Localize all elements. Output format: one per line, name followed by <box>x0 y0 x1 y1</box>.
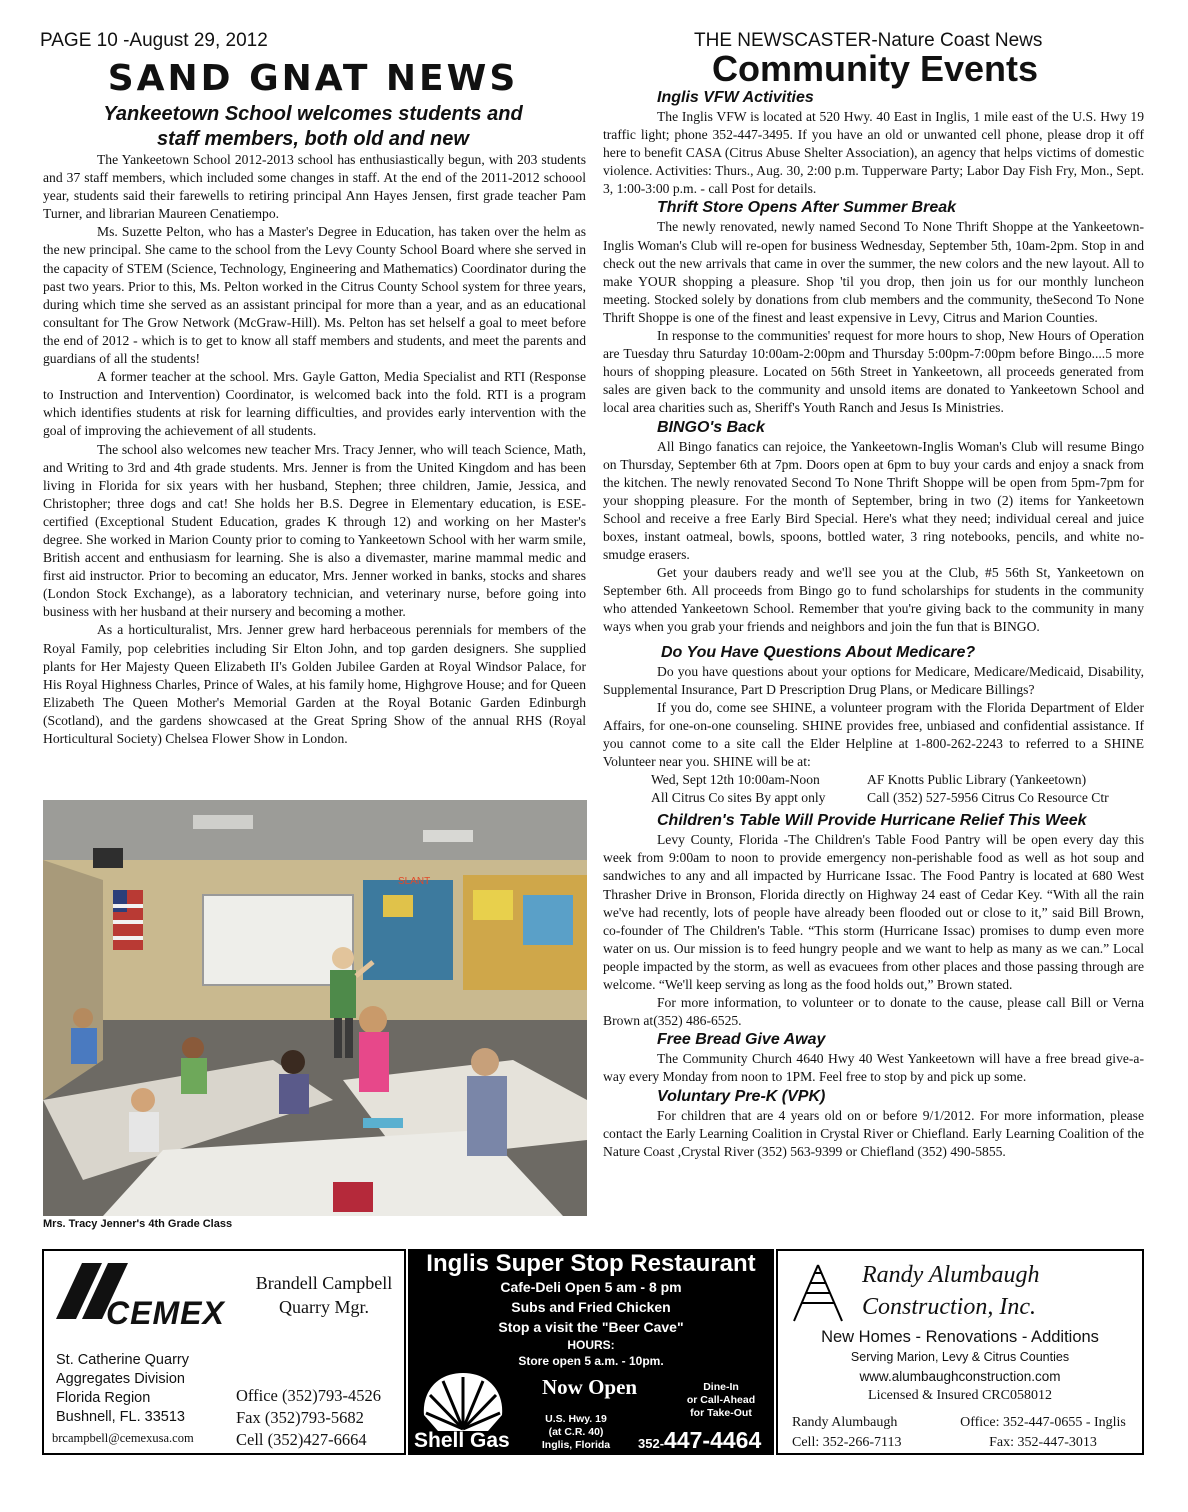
now-open-label: Now Open <box>542 1375 638 1399</box>
article-paragraph: A former teacher at the school. Mrs. Gayle Gatton, Media Specialist and RTI (Response to Instruction and Intervention) Coordinator, is welcomed back into the fold. RTI is a program which identifies students at risk for learning difficulties, and provides early intervention with the goal of improving the achievement of all students. <box>43 369 586 439</box>
inglis-title: Inglis Super Stop Restaurant <box>426 1250 756 1277</box>
inglis-hours: Store open 5 a.m. - 10pm. <box>518 1354 664 1368</box>
alumbaugh-name-line: Construction, Inc. <box>862 1294 1036 1320</box>
cemex-office: Office (352)793-4526 <box>236 1386 381 1405</box>
inglis-phone-number: 447-4464 <box>664 1427 762 1453</box>
medicare-heading: Do You Have Questions About Medicare? <box>661 643 976 661</box>
medicare-paragraph: If you do, come see SHINE, a volunteer program with the Florida Department of Elder Affairs, for one-on-one counseling. SHINE provides free, unbiased and confidential assistance. If you cannot come to a site call the Elder Helpline at 1-800-262-2243 to referred to a SHINE Volunteer near you. SHINE will be at: <box>603 699 1144 769</box>
schedule-row <box>603 789 1144 807</box>
classroom-photo-drawing <box>43 800 587 1216</box>
cemex-email: brcampbell@cemexusa.com <box>52 1431 194 1445</box>
photo-caption: Mrs. Tracy Jenner's 4th Grade Class <box>43 1218 233 1230</box>
thrift-heading: Thrift Store Opens After Summer Break <box>657 199 957 217</box>
vpk-paragraph: For children that are 4 years old on or before 9/1/2012. For more information, please contact the Early Learning Coalition in Crystal River or Chiefland. Early Learning Coalition of the Nature Coast ,Crystal River (352) 563-9399 or Chiefland (352) 490-5855. <box>603 1107 1144 1159</box>
schedule-where: Call (352) 527-5956 Citrus Co Resource Ctr <box>867 790 1109 806</box>
dine-line: or Call-Ahead <box>686 1394 756 1406</box>
article-body <box>43 151 586 748</box>
letter-a-logo-icon <box>790 1263 846 1323</box>
cemex-address-line: Bushnell, FL. 33513 <box>56 1409 185 1425</box>
cemex-address <box>56 1351 189 1427</box>
inglis-line: Subs and Fried Chicken <box>511 1299 671 1315</box>
vfw-paragraph: The Inglis VFW is located at 520 Hwy. 40 East in Inglis, 1 mile east of the U.S. Hwy 19 traffic light; phone 352-447-3495. If you have an old or unwanted cell phone, please drop it off here to benefit CASA (Citrus Abuse Shelter Association), an agency that helps victims of domestic violence. Activities: Thurs., Aug. 30, 2:00 p.m. Tupperware Party; Labor Day Fish Fry, Mon., Sept. 3, 1:00-3:00 p.m. - call Post for details. <box>603 109 1144 197</box>
alumbaugh-name-line: Randy Alumbaugh <box>862 1262 1040 1288</box>
schedule-where: AF Knotts Public Library (Yankeetown) <box>867 772 1087 788</box>
article-paragraph: The Yankeetown School 2012-2013 school has enthusiastically begun, with 203 students and 37 staff members, which included some changes in staff. At the end of the 2011-2012 schoool year, students said their farewells to retiring principal Ann Hayes Jensen, first grade teacher Pam Turner, and librarian Maureen Cenatiempo. <box>43 152 586 222</box>
hurricane-paragraph: For more information, to volunteer or to donate to the cause, please call Bill or Verna Brown at(352) 486-6525. <box>603 995 1144 1029</box>
dine-in-block <box>676 1381 766 1420</box>
alumbaugh-fax: Fax: 352-447-3013 <box>989 1435 1097 1450</box>
cemex-contact-title: Quarry Mgr. <box>279 1297 369 1317</box>
alumbaugh-license: Licensed & Insured CRC058012 <box>868 1388 1052 1403</box>
location-block <box>524 1413 628 1452</box>
bread-paragraph: The Community Church 4640 Hwy 40 West Yankeetown will have a free bread give-a-way every Monday from noon to 1PM. Feel free to stop by and pick up some. <box>603 1051 1144 1085</box>
headline-line-1: Yankeetown School welcomes students and <box>103 103 523 125</box>
photo-sign-text: SLANT <box>398 876 431 887</box>
inglis-super-stop-ad <box>408 1249 774 1455</box>
bingo-paragraph: All Bingo fanatics can rejoice, the Yankeetown-Inglis Woman's Club will resume Bingo on Thursday, September 6th at 7pm. Doors open at 6pm to buy your cards and enjoy a snack from the kitchen. The newly renovated Second To None Thrift Shoppe will be open from 5pm-7pm for your shopping pleasure. For the month of September, bring in two (2) items for Yankeetown School and receive a free Early Bird Special. Here's what they need; individual cereal and juice boxes, instant oatmeal, bowls, spoons, bottled water, 3 ring notebooks, pencils, and white no-smudge erasers. <box>603 438 1144 563</box>
cemex-address-line: Florida Region <box>56 1390 151 1406</box>
alumbaugh-logo <box>790 1263 846 1328</box>
bingo-paragraph: Get your daubers ready and we'll see you at the Club, #5 56th St, Yankeetown on September 6th. All proceeds from Bingo go to fund scholarships for students in the community who attended Yankeetown School. Remember that you're giving back to the community in many ways when you grab your friends and neighbors and join the fun that is BINGO. <box>603 565 1144 635</box>
schedule-when: Wed, Sept 12th 10:00am-Noon <box>651 772 820 788</box>
bread-heading: Free Bread Give Away <box>657 1031 826 1049</box>
alumbaugh-serving: Serving Marion, Levy & Citrus Counties <box>850 1350 1070 1364</box>
randy-alumbaugh-ad <box>776 1249 1144 1455</box>
sand-gnat-masthead: SAND GNAT NEWS <box>107 58 519 99</box>
inglis-line: Cafe-Deli Open 5 am - 8 pm <box>500 1279 682 1295</box>
classroom-photo <box>43 800 587 1216</box>
alumbaugh-name <box>862 1259 1040 1323</box>
shell-icon <box>418 1369 508 1435</box>
alumbaugh-website[interactable]: www.alumbaughconstruction.com <box>859 1369 1061 1384</box>
alumbaugh-contact <box>792 1413 902 1453</box>
location-line: Inglis, Florida <box>541 1439 611 1451</box>
schedule-when: All Citrus Co sites By appt only <box>651 790 826 806</box>
thrift-paragraph: The newly renovated, newly named Second To None Thrift Shoppe at the Yankeetown-Inglis Woman's Club will re-open for business Wednesday, September 5th, 10am-2pm. Stop in and check out the new arrivals that came in over the summer, the new colors and the new layout. All to make YOUR shopping a pleasure. Shop 'til you drop, then join us for our monthly luncheon meeting. Stocked solely by donations from club members and the community, theSecond To None Thrift Shoppe is one of the finest and least expensive in Levy, Citrus and Marion Counties. <box>603 219 1144 325</box>
hurricane-heading: Children's Table Will Provide Hurricane Relief This Week <box>657 812 1087 830</box>
inglis-hours-label: HOURS: <box>567 1338 615 1352</box>
community-events-column <box>603 88 1144 1161</box>
paper-name: THE NEWSCASTER-Nature Coast News <box>694 30 1043 51</box>
cemex-cell: Cell (352)427-6664 <box>236 1430 367 1449</box>
cemex-ad <box>42 1249 406 1455</box>
article-headline <box>40 102 586 152</box>
alumbaugh-cell: Cell: 352-266-7113 <box>792 1435 902 1450</box>
article-paragraph: The school also welcomes new teacher Mrs. Tracy Jenner, who will teach Science, Math, and Writing to 3rd and 4th grade students. Mrs. Jenner is from the United Kingdom and has been living in Florida for six years with her husband, Stephen; three children, Jamie, Jessica, and Christopher; three dogs and cat! She holds her B.S. Degree in Elementary education, is ESE-certified (Exceptional Student Education, grades K through 12) and working on her Master's degree. She worked in Marion County prior to coming to Yankeetown School with her warm smile, British accent and enthusiasm for learning. She is also a divemaster, marine mammal medic and first aid instructor. Prior to becoming an educator, Mrs. Jenner worked in banks, stocks and shares (London Stock Exchange), as a laboratory technician, and veterinary nurse, before going into business with her husband at their nursery and becoming a mother. <box>43 441 586 620</box>
alumbaugh-office: Office: 352-447-0655 - Inglis <box>960 1415 1126 1430</box>
cemex-address-line: St. Catherine Quarry <box>56 1352 189 1368</box>
alumbaugh-info <box>778 1327 1142 1405</box>
article-paragraph: Ms. Suzette Pelton, who has a Master's Degree in Education, has taken over the helm as the new principal. She came to the school from the Levy County School Board where she served in the capacity of STEM (Science, Technology, Engineering and Mathematics) Coordinator during the past two years. Prior to this, Ms. Pelton worked in the Citrus County School system for three years, during which time she served as an assistant principal for more than a year, and as an educational consultant for The Grow Network (McGraw-Hill). Ms. Pelton has set helself a goal to meet before the end of 2012 - which is to get to know all staff members and students, and meet the parents and guardians of all the students! <box>43 224 586 367</box>
cemex-address-line: Aggregates Division <box>56 1371 185 1387</box>
article-paragraph: As a horticulturalist, Mrs. Jenner grew hard herbaceous perennials for members of the Royal Family, pop celebrities including Sir Elton John, and top garden designers. She supplied plants for Her Majesty Queen Elizabeth II's Golden Jubilee Garden at Royal Windsor Palace, for His Royal Highness Charles, Prince of Wales, at his family home, Highgrove House; and for Queen Elizabeth The Queen Mother's Memorial Garden at the Royal Botanic Garden Edinburgh (Scotland), and the gardens showcased at the Great Spring Show of the annual RHS (Royal Horticultural Society) Chelsea Flower Show in London. <box>43 622 586 746</box>
inglis-details <box>410 1277 772 1337</box>
inglis-line: Stop a visit the "Beer Cave" <box>498 1319 684 1335</box>
schedule-row <box>603 771 1144 789</box>
cemex-wordmark: CEMEX <box>106 1295 225 1331</box>
cemex-contact <box>244 1271 404 1319</box>
community-events-title: Community Events <box>711 48 1039 89</box>
location-line: U.S. Hwy. 19 <box>545 1413 607 1425</box>
shell-gas-brand: Shell Gas <box>414 1429 510 1452</box>
inglis-hours-block <box>410 1337 772 1369</box>
vpk-heading: Voluntary Pre-K (VPK) <box>657 1087 826 1105</box>
cemex-fax: Fax (352)793-5682 <box>236 1408 364 1427</box>
cemex-contact-name: Brandell Campbell <box>255 1273 393 1293</box>
alumbaugh-contact-name: Randy Alumbaugh <box>792 1415 898 1430</box>
hurricane-paragraph: Levy County, Florida -The Children's Table Food Pantry will be open every day this week from 9:00am to noon to provide emergency non-perishable food as well as hot soup and sandwiches to any and all impacted by Hurricane Issac. The Food Pantry is located at 680 West Thrasher Drive in Bronson, Florida directly on Highway 24 east of Cedar Key. “With all the rain we've had recently, lots of people have already been flooded out or close to it,” said Bill Brown, co-founder of The Children's Table. “This storm (Hurricane Issac) promises to dump even more water on us. Our mission is to feed hungry people and we want to help as many as we can.” Local people impacted by the storm, as well as evacuees from other places and those passing through are welcome. “We'll keep serving as long as the food holds out,” Brown stated. <box>603 832 1144 993</box>
medicare-paragraph: Do you have questions about your options for Medicare, Medicare/Medicaid, Disability, Supplemental Insurance, Part D Prescription Drug Plans, or Medicare Billings? <box>603 663 1144 697</box>
alumbaugh-tagline: New Homes - Renovations - Additions <box>821 1328 1099 1346</box>
cemex-phones <box>236 1385 381 1451</box>
inglis-phone-prefix: 352- <box>638 1436 665 1451</box>
inglis-phone <box>638 1427 761 1454</box>
vfw-heading: Inglis VFW Activities <box>657 89 814 106</box>
bingo-heading: BINGO's Back <box>657 418 765 436</box>
ads-row <box>42 1249 1144 1461</box>
headline-line-2: staff members, both old and new <box>157 128 469 150</box>
page-label: PAGE 10 -August 29, 2012 <box>40 30 268 51</box>
dine-line: Dine-In <box>703 1381 739 1393</box>
thrift-paragraph: In response to the communities' request for more hours to shop, New Hours of Operation are Tuesday thru Saturday 10:00am-2:00pm and Thursday 5:00pm-7:00pm before Bingo....5 more hours of shopping pleasure. Located on 56th Street in Yankeetown, all proceeds generated from sales are given back to the community and unsold items are donated to Yankeetown School and local area charities such as, Sheriff's Youth Ranch and Jesus Is Ministries. <box>603 328 1144 416</box>
dine-line: for Take-Out <box>690 1407 752 1419</box>
location-line: (at C.R. 40) <box>548 1426 604 1438</box>
alumbaugh-office-block <box>948 1413 1138 1453</box>
